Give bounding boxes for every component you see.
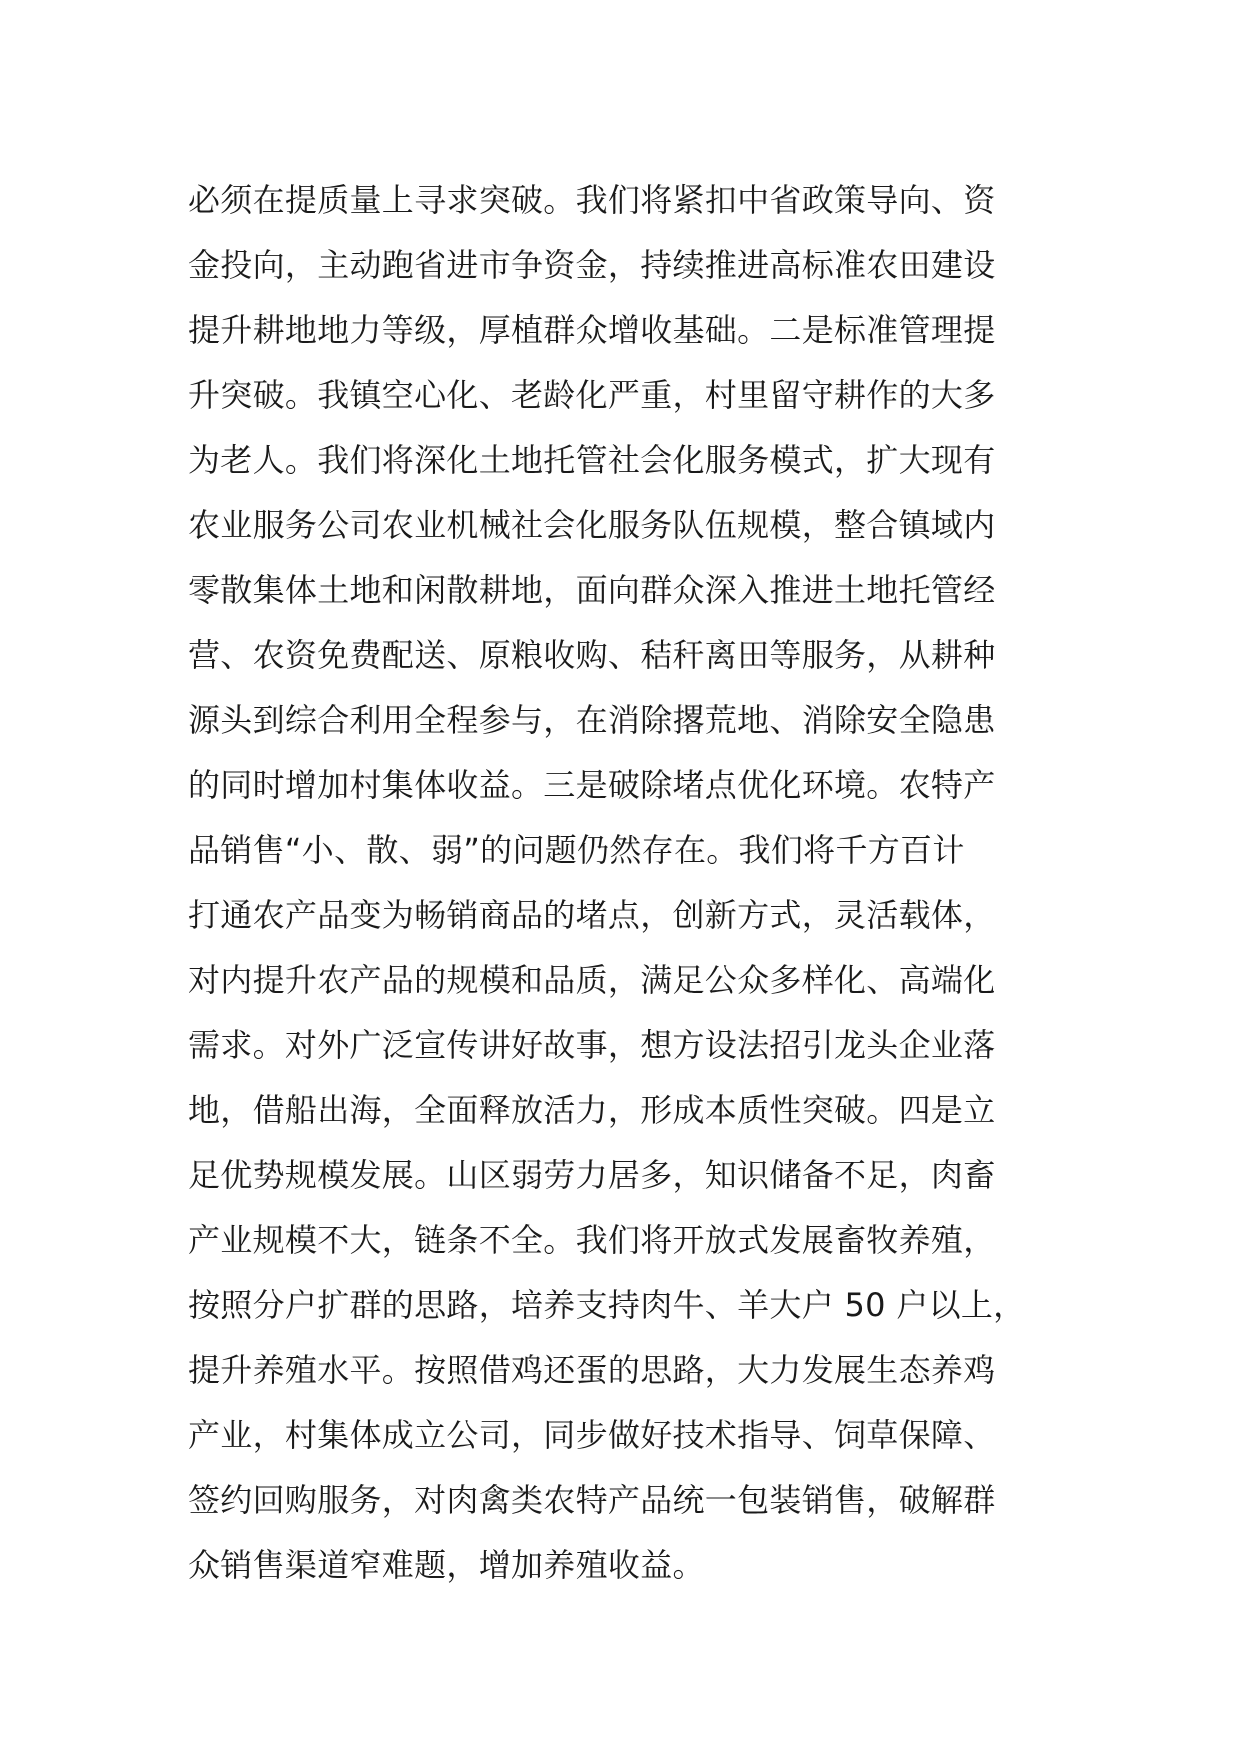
body-paragraph <box>188 168 1068 1598</box>
text-line: 产业规模不大，链条不全。我们将开放式发展畜牧养殖， <box>188 1221 996 1259</box>
text-line: 必须在提质量上寻求突破。我们将紧扣中省政策导向、资 <box>188 181 996 219</box>
text-line: 的同时增加村集体收益。三是破除堵点优化环境。农特产 <box>188 766 996 804</box>
text-line: 需求。对外广泛宣传讲好故事，想方设法招引龙头企业落 <box>188 1026 996 1064</box>
text-line: 源头到综合利用全程参与，在消除撂荒地、消除安全隐患 <box>188 701 996 739</box>
text-line: 为老人。我们将深化土地托管社会化服务模式，扩大现有 <box>188 441 996 479</box>
text-line: 打通农产品变为畅销商品的堵点，创新方式，灵活载体， <box>188 896 996 934</box>
text-line: 品销售“小、散、弱”的问题仍然存在。我们将千方百计 <box>188 831 965 869</box>
text-line: 提升养殖水平。按照借鸡还蛋的思路，大力发展生态养鸡 <box>188 1351 996 1389</box>
text-line: 金投向，主动跑省进市争资金，持续推进高标准农田建设 <box>188 246 996 284</box>
text-line: 产业，村集体成立公司，同步做好技术指导、饲草保障、 <box>188 1416 996 1454</box>
text-line: 众销售渠道窄难题，增加养殖收益。 <box>188 1546 705 1584</box>
text-line: 对内提升农产品的规模和品质，满足公众多样化、高端化 <box>188 961 996 999</box>
text-line: 按照分户扩群的思路，培养支持肉牛、羊大户 50 户以上， <box>188 1286 1026 1324</box>
text-line: 地，借船出海，全面释放活力，形成本质性突破。四是立 <box>188 1091 996 1129</box>
text-line: 零散集体土地和闲散耕地，面向群众深入推进土地托管经 <box>188 571 996 609</box>
text-line: 提升耕地地力等级，厚植群众增收基础。二是标准管理提 <box>188 311 996 349</box>
text-line: 签约回购服务，对肉禽类农特产品统一包装销售，破解群 <box>188 1481 996 1519</box>
text-line: 农业服务公司农业机械社会化服务队伍规模，整合镇域内 <box>188 506 996 544</box>
text-line: 营、农资免费配送、原粮收购、秸秆离田等服务，从耕种 <box>188 636 996 674</box>
text-line: 足优势规模发展。山区弱劳力居多，知识储备不足，肉畜 <box>188 1156 996 1194</box>
text-line: 升突破。我镇空心化、老龄化严重，村里留守耕作的大多 <box>188 376 996 414</box>
